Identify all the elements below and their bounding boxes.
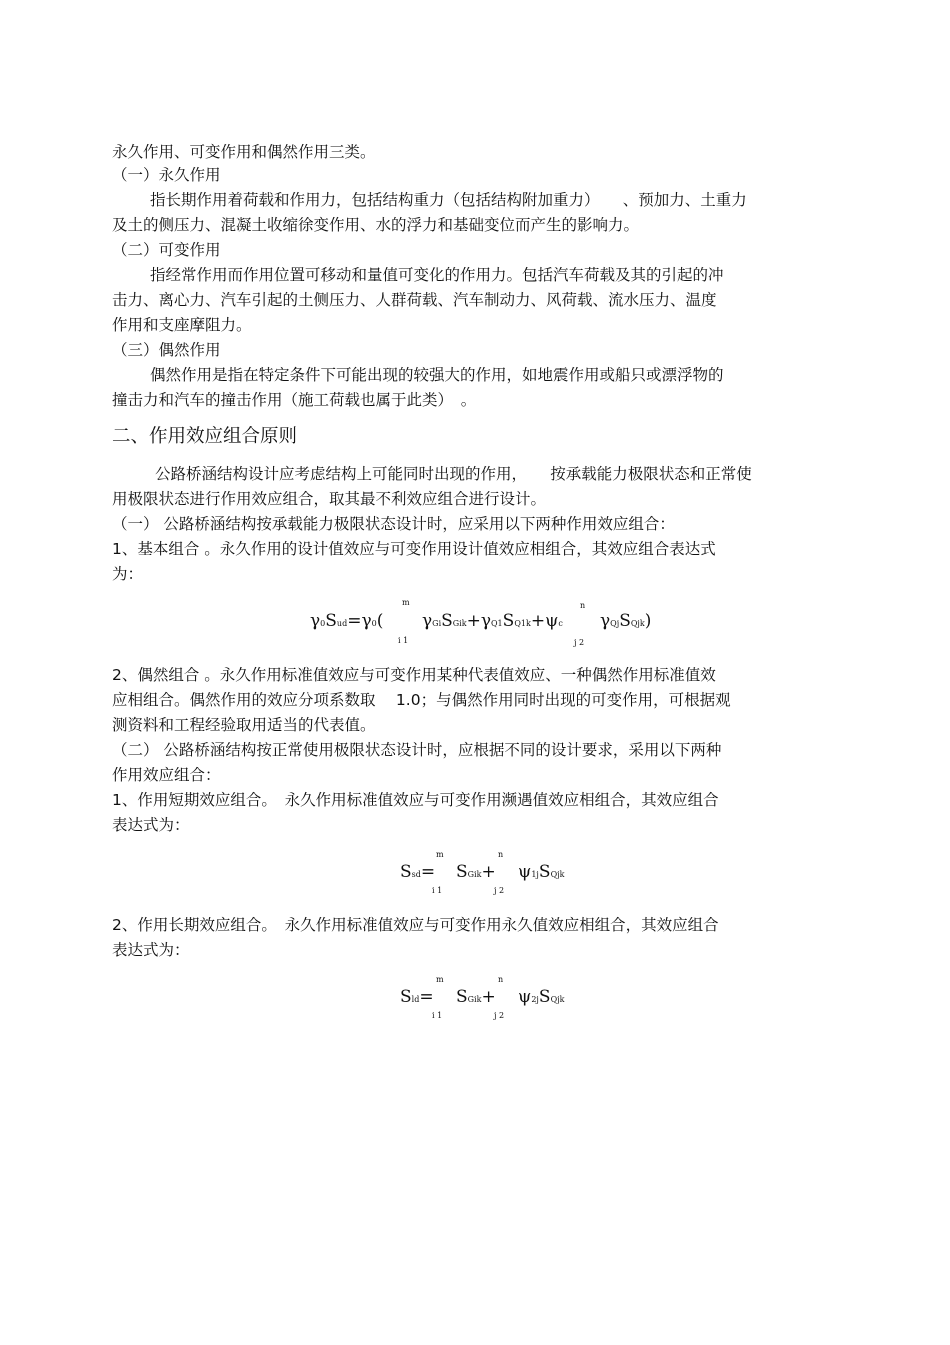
section-heading: 二、作用效应组合原则 — [112, 426, 298, 447]
sum-lower-limit: i 1 — [432, 1011, 443, 1020]
sum-lower-limit: j 2 — [494, 886, 505, 895]
sum-upper-limit: m — [436, 975, 444, 984]
psi-symbol: ψ — [518, 862, 532, 882]
subsection-title: （一） 公路桥涵结构按承载能力极限状态设计时，应采用以下两种作用效应组合： — [112, 515, 675, 533]
gamma-symbol: γ — [480, 611, 491, 631]
subsection-title: （二）可变作用 — [112, 241, 221, 259]
paragraph-line: 永久作用、可变作用和偶然作用三类。 — [112, 143, 376, 161]
sum-lower-limit: j 2 — [574, 638, 585, 647]
paragraph-line: 1、基本组合 。永久作用的设计值效应与可变作用设计值效应相组合，其效应组合表达式 — [112, 540, 716, 558]
paragraph-line: 应相组合。偶然作用的效应分项系数取 1.0；与偶然作用同时出现的可变作用，可根据观 — [112, 691, 731, 709]
paragraph-line: 为： — [112, 565, 144, 583]
sum-lower-limit: j 2 — [494, 1011, 505, 1020]
gamma-symbol: γ — [361, 611, 372, 631]
paragraph-line: 测资料和工程经验取用适当的代表值。 — [112, 716, 376, 734]
paragraph-line: 指长期作用着荷载和作用力，包括结构重力（包括结构附加重力） 、预加力、土重力 — [150, 191, 747, 209]
paragraph-line: 2、作用长期效应组合。 永久作用标准值效应与可变作用永久值效应相组合，其效应组合 — [112, 916, 719, 934]
formula-basic-combination: γ0Sud=γ0( m i 1 γGiSGik+γQ1SQ1k+ψc n j 2 γQjSQjk) — [310, 598, 652, 647]
paragraph-line: 偶然作用是指在特定条件下可能出现的较强大的作用，如地震作用或船只或漂浮物的 — [150, 366, 724, 384]
formula-short-term-combination: Ssd= m i 1 SGik+ n j 2 ψ1jSQjk — [400, 850, 565, 895]
paragraph-line: 表达式为： — [112, 941, 190, 959]
subsection-title: （一）永久作用 — [112, 166, 221, 184]
paragraph-line: 作用和支座摩阻力。 — [112, 316, 252, 334]
formula-long-term-combination: Sld= m i 1 SGik+ n j 2 ψ2jSQjk — [400, 975, 565, 1020]
paragraph-line: 公路桥涵结构设计应考虑结构上可能同时出现的作用， 按承载能力极限状态和正常使 — [155, 465, 752, 483]
subsection-title: （三）偶然作用 — [112, 341, 221, 359]
paragraph-line: 2、偶然组合 。永久作用标准值效应与可变作用某种代表值效应、一种偶然作用标准值效 — [112, 666, 716, 684]
sum-lower-limit: i 1 — [432, 886, 443, 895]
paragraph-line: 用极限状态进行作用效应组合，取其最不利效应组合进行设计。 — [112, 490, 547, 508]
gamma-symbol: γ — [310, 611, 321, 631]
sum-upper-limit: m — [436, 850, 444, 859]
sum-upper-limit: n — [498, 850, 504, 859]
psi-symbol: ψ — [545, 611, 559, 631]
sum-lower-limit: i 1 — [398, 636, 409, 645]
sum-upper-limit: n — [498, 975, 504, 984]
gamma-symbol: γ — [600, 611, 611, 631]
paragraph-line: 及土的侧压力、混凝土收缩徐变作用、水的浮力和基础变位而产生的影响力。 — [112, 216, 640, 234]
paragraph-line: 1、作用短期效应组合。 永久作用标准值效应与可变作用濒遇值效应相组合，其效应组合 — [112, 791, 719, 809]
subsection-title: （二） 公路桥涵结构按正常使用极限状态设计时，应根据不同的设计要求，采用以下两种 — [112, 741, 722, 759]
paragraph-line: 表达式为： — [112, 816, 190, 834]
paragraph-line: 作用效应组合： — [112, 766, 221, 784]
sum-upper-limit: m — [402, 598, 410, 607]
sum-upper-limit: n — [580, 601, 586, 610]
psi-symbol: ψ — [518, 987, 532, 1007]
paragraph-line: 指经常作用而作用位置可移动和量值可变化的作用力。包括汽车荷载及其的引起的冲 — [150, 266, 724, 284]
gamma-symbol: γ — [422, 611, 433, 631]
paragraph-line: 击力、离心力、汽车引起的土侧压力、人群荷载、汽车制动力、风荷载、流水压力、温度 — [112, 291, 717, 309]
paragraph-line: 撞击力和汽车的撞击作用（施工荷载也属于此类） 。 — [112, 391, 477, 409]
